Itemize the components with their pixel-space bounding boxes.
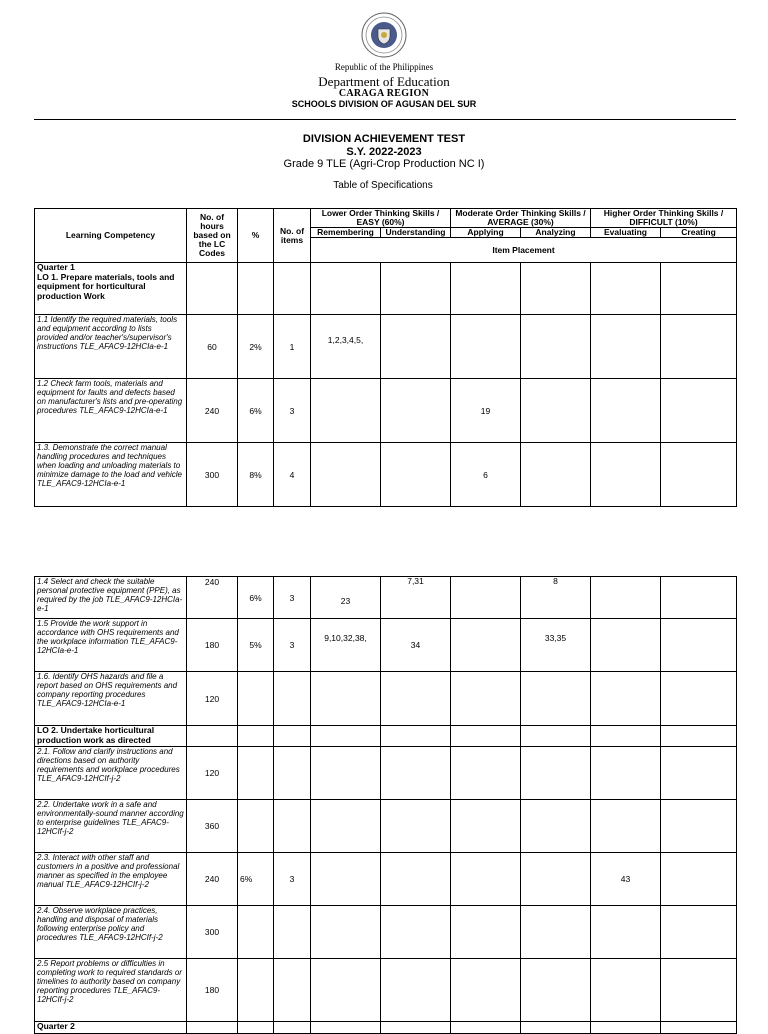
percent-cell: 8%	[238, 443, 274, 507]
table-row	[35, 672, 737, 726]
table-title: Table of Specifications	[333, 180, 433, 191]
competency-text: 1.1 Identify the required materials, tools and equipment according to lists provided and/or teacher's/supervisor's instructions TLE_AFAC9-12HCIa-e-1	[35, 315, 187, 379]
hours-cell: 180	[187, 959, 238, 1022]
percent-cell: 6%	[238, 577, 274, 619]
subject-line: Grade 9 TLE (Agri-Crop Production NC I)	[283, 158, 485, 170]
items-cell: 3	[274, 379, 311, 443]
table-row	[35, 800, 737, 853]
lo-title: LO 1. Prepare materials, tools and equipment for horticultural production Work	[37, 271, 175, 301]
spec-table-1	[34, 208, 737, 507]
table-row	[35, 1022, 737, 1034]
remembering-cell: 9,10,32,38,	[311, 619, 381, 672]
hours-cell: 300	[187, 906, 238, 959]
school-year: S.Y. 2022-2023	[346, 146, 422, 158]
col-remembering: Remembering	[311, 228, 381, 238]
hours-cell: 300	[187, 443, 238, 507]
col-percent: %	[238, 209, 274, 263]
competency-text: 1.4 Select and check the suitable personal protective equipment (PPE), as required by the job TLE_AFAC9-12HCIa-e-1	[35, 577, 187, 619]
republic-line: Republic of the Philippines	[334, 62, 434, 72]
header-divider	[34, 119, 736, 120]
col-item-placement: Item Placement	[311, 238, 737, 263]
evaluating-cell: 43	[591, 853, 661, 906]
understanding-cell: 7,31	[381, 577, 451, 619]
quarter-label: Quarter 2	[35, 1022, 187, 1034]
hours-cell: 120	[187, 672, 238, 726]
department-line: Department of Education	[318, 74, 450, 89]
understanding-cell: 34	[381, 619, 451, 672]
remembering-cell: 23	[311, 577, 381, 619]
col-hours: No. of hours based on the LC Codes	[187, 209, 238, 263]
competency-text: 2.5 Report problems or difficulties in completing work to required standards or timelines to authority based on company reporting procedures TLE_AFAC9-12HCIf-j-2	[35, 959, 187, 1022]
col-lower-order: Lower Order Thinking Skills / EASY (60%)	[311, 209, 451, 228]
spec-table-2	[34, 576, 737, 1034]
competency-text: 1.5 Provide the work support in accordance with OHS requirements and the workplace information TLE_AFAC9-12HCIa-e-1	[35, 619, 187, 672]
division-line: SCHOOLS DIVISION OF AGUSAN DEL SUR	[291, 99, 477, 109]
quarter-label: Quarter 1	[37, 262, 75, 272]
competency-text: 2.2. Undertake work in a safe and environmentally-sound manner according to enterprise guidelines TLE_AFAC9-12HCIf-j-2	[35, 800, 187, 853]
table-row	[35, 315, 737, 379]
percent-cell: 6%	[238, 853, 274, 906]
applying-cell: 6	[451, 443, 521, 507]
items-cell: 1	[274, 315, 311, 379]
hours-cell: 240	[187, 379, 238, 443]
competency-text: 2.4. Observe workplace practices, handling and disposal of materials following enterprise policy and procedures TLE_AFAC9-12HCIf-j-2	[35, 906, 187, 959]
col-learning-competency: Learning Competency	[35, 209, 187, 263]
col-higher-order: Higher Order Thinking Skills / DIFFICULT (10%)	[591, 209, 737, 228]
region-line: CARAGA REGION	[338, 88, 430, 99]
competency-text: 1.3. Demonstrate the correct manual handling procedures and techniques when loading and unloading materials to minimize damage to the load and vehicle TLE_AFAC9-12HCIa-e-1	[35, 443, 187, 507]
items-cell: 3	[274, 853, 311, 906]
analyzing-cell: 33,35	[521, 619, 591, 672]
hours-cell: 120	[187, 747, 238, 800]
hours-cell: 360	[187, 800, 238, 853]
col-analyzing: Analyzing	[521, 228, 591, 238]
hours-cell: 240	[187, 853, 238, 906]
table-row	[35, 443, 737, 507]
percent-cell: 2%	[238, 315, 274, 379]
table-row	[35, 619, 737, 672]
competency-text: 2.3. Interact with other staff and customers in a positive and professional manner as specified in the employee manual TLE_AFAC9-12HCIf-j-2	[35, 853, 187, 906]
competency-text: 2.1. Follow and clarify instructions and directions based on authority requirements and workplace procedures TLE_AFAC9-12HCIf-j-2	[35, 747, 187, 800]
doc-title: DIVISION ACHIEVEMENT TEST	[302, 133, 466, 145]
competency-text: 1.2 Check farm tools, materials and equipment for faults and defects based on manufacturer's lists and pre-operating procedures TLE_AFAC9-12HCIa-e-1	[35, 379, 187, 443]
competency-text: 1.6. Identify OHS hazards and file a report based on OHS requirements and company reporting procedures TLE_AFAC9-12HCIa-e-1	[35, 672, 187, 726]
items-cell: 3	[274, 619, 311, 672]
col-items: No. of items	[274, 209, 311, 263]
table-row	[35, 263, 187, 315]
applying-cell: 19	[451, 379, 521, 443]
hours-cell: 60	[187, 315, 238, 379]
col-moderate-order: Moderate Order Thinking Skills / AVERAGE (30%)	[451, 209, 591, 228]
table-row	[35, 379, 737, 443]
table-row	[35, 747, 737, 800]
analyzing-cell: 8	[521, 577, 591, 619]
hours-cell: 240	[187, 577, 238, 619]
col-creating: Creating	[661, 228, 737, 238]
table-row	[35, 853, 737, 906]
lo-title: LO 2. Undertake horticultural production work as directed	[35, 726, 187, 747]
table-row	[35, 959, 737, 1022]
table-row	[35, 906, 737, 959]
percent-cell: 6%	[238, 379, 274, 443]
remembering-cell: 1,2,3,4,5,	[311, 315, 381, 379]
table-row	[35, 726, 737, 747]
col-applying: Applying	[451, 228, 521, 238]
items-cell: 3	[274, 577, 311, 619]
hours-cell: 180	[187, 619, 238, 672]
col-understanding: Understanding	[381, 228, 451, 238]
items-cell: 4	[274, 443, 311, 507]
col-evaluating: Evaluating	[591, 228, 661, 238]
deped-seal-icon	[361, 12, 407, 58]
table-row	[35, 577, 737, 619]
percent-cell: 5%	[238, 619, 274, 672]
